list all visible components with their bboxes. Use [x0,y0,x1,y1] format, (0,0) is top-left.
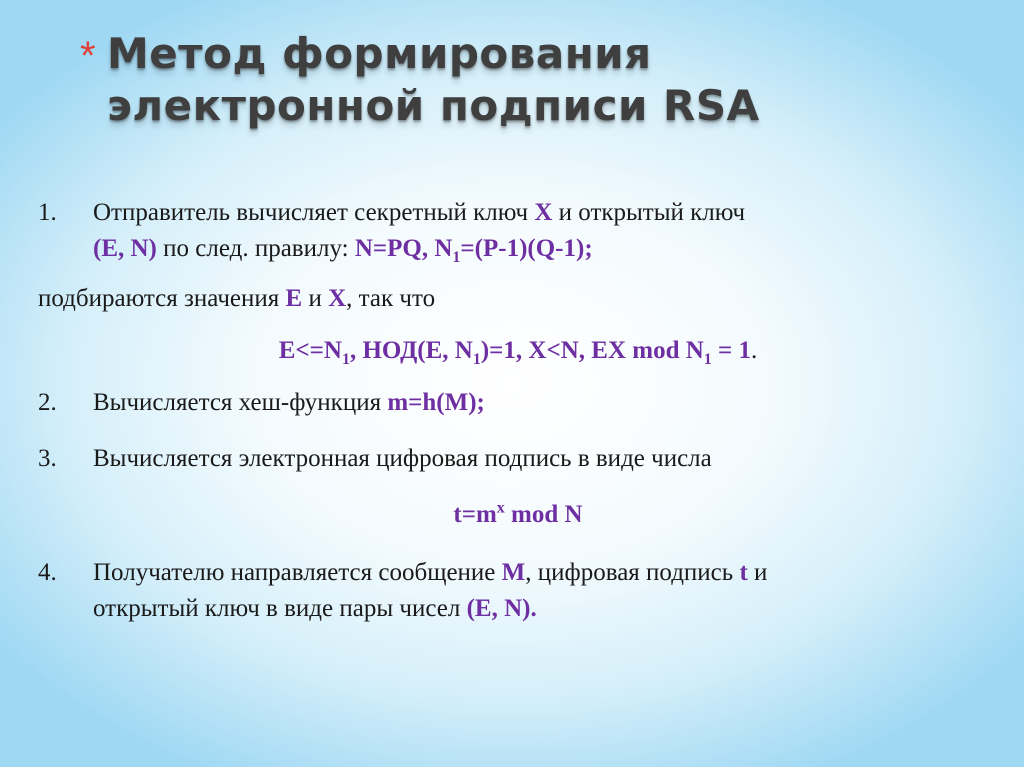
var-en: (E, N) [93,235,157,262]
var-en: (E, N). [466,595,537,622]
condition-line [38,281,998,317]
item-text [93,555,998,627]
formula-n: N=PQ, $N_1=(P-1)(Q-1)$; [354,235,593,266]
slide-title [80,28,980,132]
list-item-4 [38,555,998,627]
var-x: X [534,199,553,226]
var-t: t [739,559,748,586]
var-e: E [285,285,303,312]
list-item-1 [38,195,998,267]
title-block [80,28,980,132]
text-run: и открытый ключ [552,199,746,226]
formula-conditions: $E<=N_1$, НОД(E, $N_1)=1$, X<N, EX mod $N_1 = 1$. [278,337,758,368]
text-run: по след. правилу: [156,235,355,262]
text-run: Вычисляется хеш-функция [93,389,388,416]
formula-hash: m=h(M); [387,389,485,416]
item-number: 4. [38,559,57,586]
var-m: M [501,559,526,586]
text-run: Получателю направляется сообщение [93,559,502,586]
item-text [93,385,998,421]
item-number: 2. [38,389,57,416]
text-run: и [302,285,329,312]
item-text [93,195,998,267]
title-line-1: Метод формирования [107,29,652,78]
text-run: и [747,559,768,586]
text-run: , цифровая подпись [525,559,740,586]
item-text: Вычисляется электронная цифровая подпись в виде числа [93,445,712,472]
text-run: Отправитель вычисляет секретный ключ [93,199,535,226]
var-x: X [328,285,347,312]
title-bullet: * [80,34,96,78]
item-number: 3. [38,445,57,472]
item-number: 1. [38,199,57,226]
list-item-2 [38,385,998,421]
text-run: подбираются значения [38,285,286,312]
title-line-2: электронной подписи RSA [107,81,760,130]
slide-body [38,195,998,627]
formula-signature: $t=m^x$ mod N [453,499,583,528]
text-run: , так что [346,285,436,312]
text-run: открытый ключ в виде пары чисел [93,595,467,622]
list-item-3 [38,441,998,477]
